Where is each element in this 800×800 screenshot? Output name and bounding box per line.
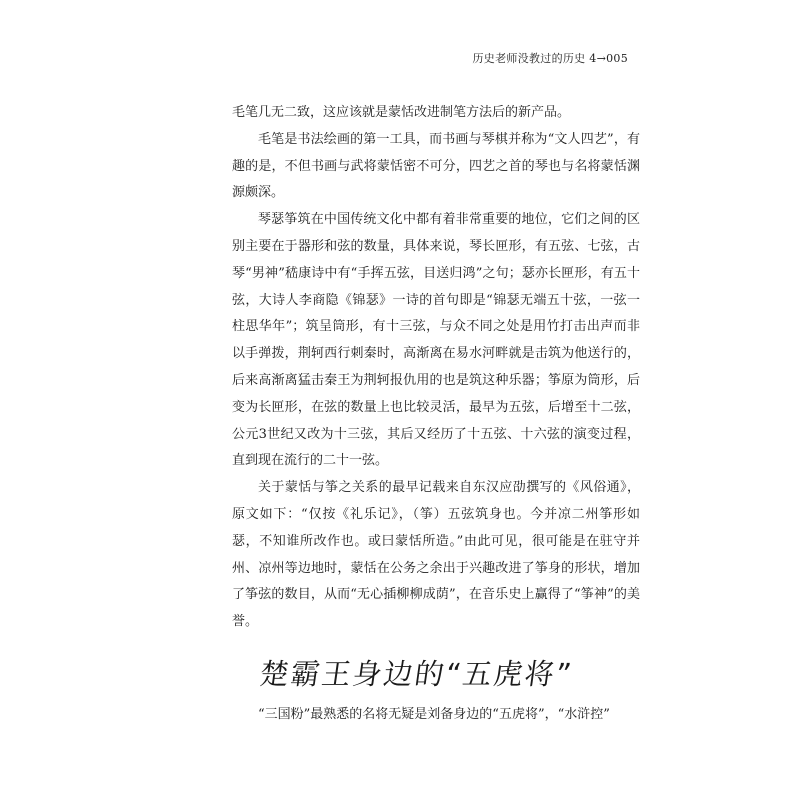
body-text (232, 100, 640, 636)
section-lead-paragraph: “三国粉”最熟悉的名将无疑是刘备身边的“五虎将”，“水浒控” (258, 707, 610, 722)
section-heading: 楚霸王身边的“五虎将” (257, 657, 576, 691)
paragraph-zheng-origin: 关于蒙恬与筝之关系的最早记载来自东汉应劭撰写的《风俗通》，原文如下：“仅按《礼乐记》，（筝）五弦筑身也。今并凉二州筝形如瑟，不知谁所改作也。或曰蒙恬所造。”由此可见，很可能是在驻守并州、凉州等边地时，蒙恬在公务之余出于兴趣改进了筝身的形状，增加了筝弦的数目，从而“无心插柳柳成荫”，在音乐史上赢得了“筝神”的美誉。 (232, 480, 640, 630)
paragraph-brush: 毛笔是书法绘画的第一工具，而书画与琴棋并称为“文人四艺”，有趣的是，不但书画与武将蒙恬密不可分，四艺之首的琴也与名将蒙恬渊源颇深。 (232, 131, 640, 201)
paragraph-continuation: 毛笔几无二致，这应该就是蒙恬改进制笔方法后的新产品。 (232, 105, 571, 120)
running-header: 历史老师没教过的历史 4→005 (472, 52, 628, 65)
paragraph-instruments: 琴瑟筝筑在中国传统文化中都有着非常重要的地位，它们之间的区别主要在于器形和弦的数量，具体来说，琴长匣形，有五弦、七弦，古琴“男神”嵇康诗中有“手挥五弦，目送归鸿”之句；瑟亦长匣形，有五十弦，大诗人李商隐《锦瑟》一诗的首句即是“锦瑟无端五十弦，一弦一柱思华年”；筑呈筒形，有十三弦，与众不同之处是用竹打击出声而非以手弹拨，荆轲西行刺秦时，高渐离在易水河畔就是击筑为他送行的，后来高渐离猛击秦王为荆轲报仇用的也是筑这种乐器；筝原为筒形，后变为长匣形，在弦的数量上也比较灵活，最早为五弦，后增至十二弦，公元3世纪又改为十三弦，其后又经历了十五弦、十六弦的演变过程，直到现在流行的二十一弦。 (232, 212, 640, 469)
